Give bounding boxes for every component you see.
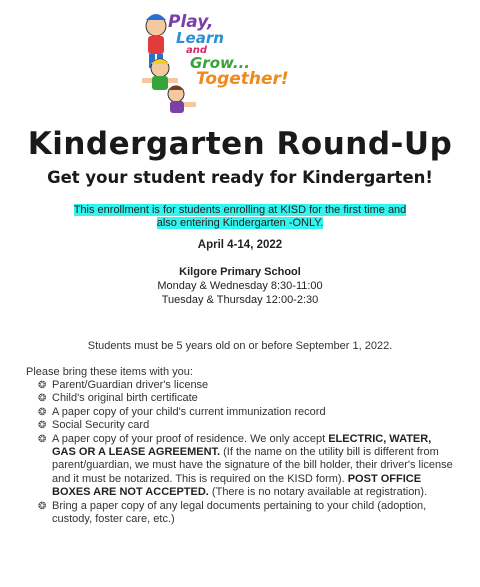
gear-bullet-icon: ❂ — [38, 500, 47, 512]
logo-line-and: and — [186, 45, 208, 56]
required-items-list — [38, 379, 458, 526]
school-hours-mon-wed: Monday & Wednesday 8:30-11:00 — [157, 280, 323, 292]
gear-bullet-icon: ❂ — [38, 433, 47, 445]
list-item — [38, 419, 458, 432]
item-text-po-boxes: POST OFFICE BOXES ARE NOT ACCEPTED. — [52, 472, 422, 499]
logo-line-learn: Learn — [176, 29, 224, 47]
age-requirement: Students must be 5 years old on or before September 1, 2022. — [87, 340, 393, 352]
enrollment-notice — [60, 204, 420, 230]
list-item — [38, 379, 458, 392]
item-text-e: (There is no notary available at registration). — [208, 486, 428, 499]
gear-bullet-icon: ❂ — [38, 380, 47, 391]
item-text: A paper copy of your child's current immunization record — [52, 405, 326, 418]
page-subtitle: Get your student ready for Kindergarten! — [47, 168, 433, 187]
list-item — [38, 392, 458, 405]
gear-bullet-icon: ❂ — [38, 393, 47, 405]
school-info — [0, 265, 480, 307]
list-item — [38, 433, 458, 500]
logo-line-grow: Grow... — [190, 54, 251, 72]
item-text: Bring a paper copy of any legal documents pertaining to your child (adoption, custody, foster care, etc.) — [52, 499, 427, 526]
item-text-c: (If the name on the utility bill is different from parent/guardian, we must have the signature of the bill holder, their driver's license and it must be notarized. This is required on the KISD form). — [52, 446, 453, 485]
enrollment-notice-line2: also entering Kindergarten -ONLY. — [156, 217, 324, 229]
logo-line-together: Together! — [196, 69, 289, 89]
list-item — [38, 406, 458, 419]
school-hours-tue-thu: Tuesday & Thursday 12:00-2:30 — [161, 294, 319, 306]
item-text: Parent/Guardian driver's license — [52, 379, 209, 391]
event-dates: April 4-14, 2022 — [197, 239, 283, 251]
gear-bullet-icon: ❂ — [38, 420, 47, 432]
item-text-accepted: ELECTRIC, WATER, GAS OR A LEASE AGREEMENT. — [52, 432, 432, 459]
school-name: Kilgore Primary School — [179, 266, 301, 278]
logo — [120, 4, 350, 116]
page-title: Kindergarten Round-Up — [27, 126, 453, 162]
bring-intro: Please bring these items with you: — [26, 366, 193, 378]
logo-line-play: Play, — [168, 12, 214, 32]
item-text: Social Security card — [52, 419, 150, 432]
logo-text — [168, 14, 289, 88]
item-text-a: A paper copy of your proof of residence. We only accept — [52, 432, 329, 445]
list-item — [38, 500, 458, 527]
gear-bullet-icon: ❂ — [38, 406, 47, 418]
item-text: Child's original birth certificate — [52, 392, 198, 405]
enrollment-notice-line1: This enrollment is for students enrolling at KISD for the first time and — [73, 204, 407, 216]
